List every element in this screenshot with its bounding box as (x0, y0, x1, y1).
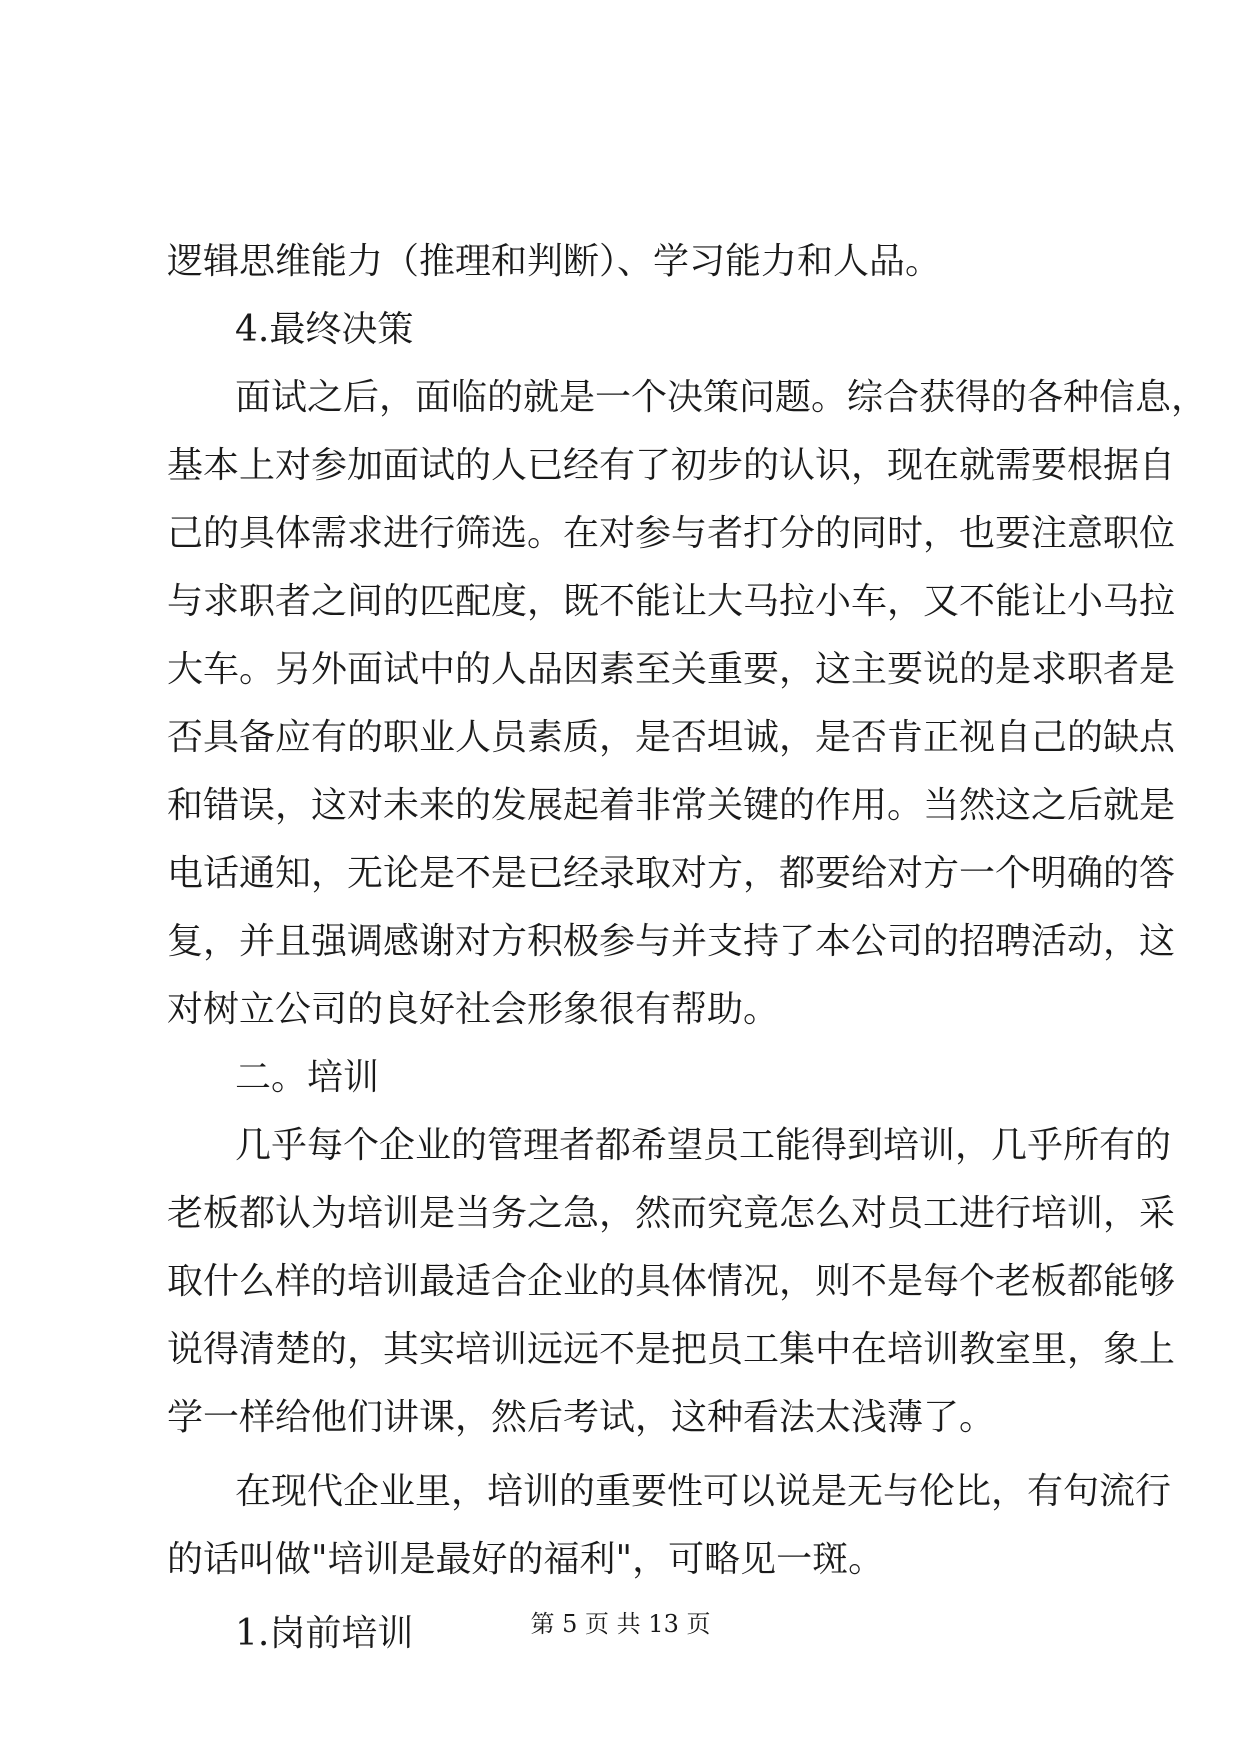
paragraph-line: 与求职者之间的匹配度，既不能让大马拉小车，又不能让小马拉 (167, 581, 1176, 622)
paragraph-line: 说得清楚的，其实培训远远不是把员工集中在培训教室里，象上 (167, 1329, 1176, 1370)
paragraph-line: 面试之后，面临的就是一个决策问题。综合获得的各种信息， (235, 377, 1208, 418)
paragraph-line: 和错误，这对未来的发展起着非常关键的作用。当然这之后就是 (167, 785, 1176, 826)
paragraph-line: 在现代企业里，培训的重要性可以说是无与伦比，有句流行 (235, 1471, 1172, 1512)
paragraph-line: 老板都认为培训是当务之急，然而究竟怎么对员工进行培训，采 (167, 1193, 1176, 1234)
section-heading-training: 二。培训 (235, 1057, 380, 1098)
paragraph-line: 否具备应有的职业人员素质，是否坦诚，是否肯正视自己的缺点 (167, 717, 1176, 758)
paragraph-line: 基本上对参加面试的人已经有了初步的认识，现在就需要根据自 (167, 445, 1176, 486)
document-body (167, 228, 1208, 1668)
page-number-footer: 第 5 页 共 13 页 (530, 1610, 711, 1638)
paragraph-line: 对树立公司的良好社会形象很有帮助。 (167, 989, 780, 1030)
paragraph-line: 取什么样的培训最适合企业的具体情况，则不是每个老板都能够 (167, 1261, 1176, 1302)
paragraph-line: 电话通知，无论是不是已经录取对方，都要给对方一个明确的答 (167, 853, 1176, 894)
section-heading-final-decision: 4.最终决策 (235, 309, 414, 350)
paragraph-line: 己的具体需求进行筛选。在对参与者打分的同时，也要注意职位 (167, 513, 1176, 554)
paragraph-line: 几乎每个企业的管理者都希望员工能得到培训，几乎所有的 (235, 1125, 1172, 1166)
paragraph-line: 的话叫做"培训是最好的福利"，可略见一斑。 (167, 1539, 885, 1580)
paragraph-line: 逻辑思维能力（推理和判断）、学习能力和人品。 (167, 241, 942, 282)
section-heading-pre-job-training: 1.岗前培训 (235, 1613, 414, 1654)
paragraph-line: 大车。另外面试中的人品因素至关重要，这主要说的是求职者是 (167, 649, 1176, 690)
paragraph-line: 复，并且强调感谢对方积极参与并支持了本公司的招聘活动，这 (167, 921, 1176, 962)
paragraph-line: 学一样给他们讲课，然后考试，这种看法太浅薄了。 (167, 1397, 996, 1438)
